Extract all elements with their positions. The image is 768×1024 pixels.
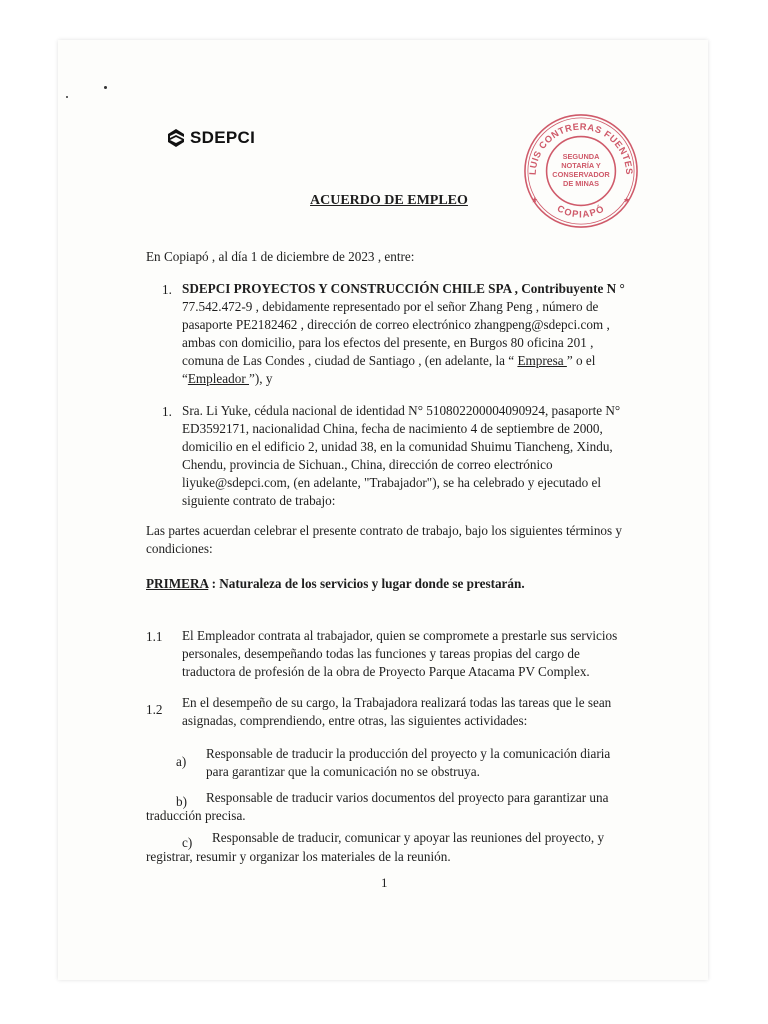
document-title: ACUERDO DE EMPLEO <box>310 193 468 208</box>
stamp-star-icon: ★ <box>623 195 631 205</box>
party1-line: pasaporte PE2182462 , dirección de correo electrónico zhangpeng@sdepci.com , <box>182 317 610 332</box>
item-letter: b) <box>176 794 187 809</box>
empresa-term: Empresa <box>517 353 567 368</box>
item-line: traducción precisa. <box>146 808 246 823</box>
party2-line: ED3592171, nacionalidad China, fecha de nacimiento 4 de septiembre de 2000, <box>182 421 603 436</box>
clause-line: personales, desempeñando todas las funciones y tareas propias del cargo de <box>182 646 580 661</box>
page-number: 1 <box>381 875 388 890</box>
clause-number: 1.2 <box>146 702 163 717</box>
stamp-bottom-text: COPIAPÓ <box>555 203 607 220</box>
party1-line: ambas con domicilio, para los efectos del presente, en Burgos 80 oficina 201 , <box>182 335 594 350</box>
party2-line: liyuke@sdepci.com, (en adelante, "Trabajador"), se ha celebrado y ejecutado el <box>182 475 601 490</box>
empleador-term: Empleador <box>187 371 250 386</box>
intro-text: En Copiapó , al día 1 de diciembre de 2023 , entre: <box>146 249 415 264</box>
list-number: 1. <box>162 282 172 297</box>
item-letter: a) <box>176 754 187 769</box>
item-line: para garantizar que la comunicación no se obstruya. <box>206 764 480 779</box>
section-label: PRIMERA <box>146 576 209 591</box>
item-letter: c) <box>182 835 193 850</box>
item-line: Responsable de traducir la producción del proyecto y la comunicación diaria <box>206 746 611 761</box>
section-heading: PRIMERA : Naturaleza de los servicios y lugar donde se prestarán. <box>146 576 525 591</box>
stamp-outer-text: LUIS CONTRERAS FUENTES <box>527 121 635 176</box>
party1-line: comuna de Las Condes , ciudad de Santiago , (en adelante, la “ Empresa ” o el <box>182 353 596 368</box>
stamp-line: SEGUNDA <box>562 152 600 162</box>
stamp-line: NOTARÍA Y <box>561 161 601 171</box>
logo-text: SDEPCI <box>190 128 256 147</box>
item-line: registrar, resumir y organizar los materiales de la reunión. <box>146 849 451 864</box>
clause-line: asignadas, comprendiendo, entre otras, las siguientes actividades: <box>182 713 528 728</box>
item-line: Responsable de traducir, comunicar y apoyar las reuniones del proyecto, y <box>212 830 605 845</box>
party2-line: siguiente contrato de trabajo: <box>182 493 336 508</box>
sdepci-logo-icon <box>166 128 186 148</box>
company-logo <box>166 128 255 148</box>
employer-name: SDEPCI PROYECTOS Y CONSTRUCCIÓN CHILE SPA , Contribuyente N ° <box>182 281 625 296</box>
party1-line: 77.542.472-9 , debidamente representado por el señor Zhang Peng , número de <box>182 299 599 314</box>
clause-number: 1.1 <box>146 629 163 644</box>
scan-speck <box>66 96 68 98</box>
party2-line: Chendu, provincia de Sichuan., China, dirección de correo electrónico <box>182 457 553 472</box>
agreement-text: condiciones: <box>146 541 213 556</box>
list-number: 1. <box>162 404 172 419</box>
party2-line: Sra. Li Yuke, cédula nacional de identidad N° 510802200004090924, pasaporte N° <box>182 403 621 418</box>
clause-line: El Empleador contrata al trabajador, quien se compromete a prestarle sus servicios <box>182 628 618 643</box>
clause-line: En el desempeño de su cargo, la Trabajadora realizará todas las tareas que le sean <box>182 695 612 710</box>
notary-stamp <box>522 112 640 230</box>
agreement-text: Las partes acuerdan celebrar el presente contrato de trabajo, bajo los siguientes términos y <box>146 523 623 538</box>
item-line: Responsable de traducir varios documentos del proyecto para garantizar una <box>206 790 609 805</box>
scan-speck <box>104 86 107 89</box>
stamp-line: DE MINAS <box>563 178 599 188</box>
stamp-line: CONSERVADOR <box>552 169 610 179</box>
party1-line: “Empleador ”), y <box>182 371 273 386</box>
clause-line: traductora de profesión de la obra de Proyecto Parque Atacama PV Complex. <box>182 664 590 679</box>
stamp-star-icon: ★ <box>530 195 538 205</box>
party2-line: domicilio en el edificio 2, unidad 38, en la comunidad Shuimu Tiancheng, Xindu, <box>182 439 613 454</box>
